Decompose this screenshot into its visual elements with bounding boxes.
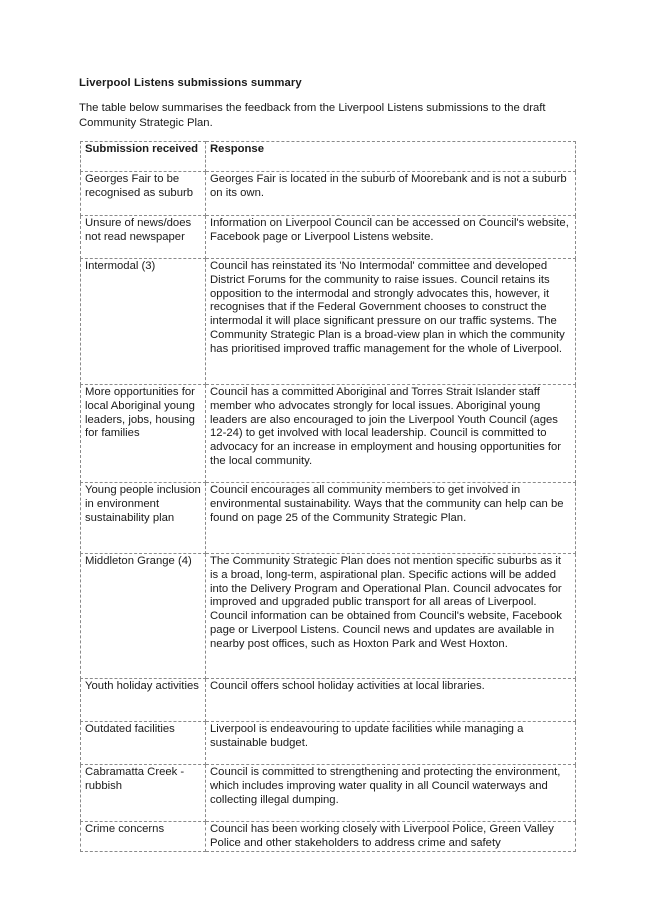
submission-cell: Outdated facilities: [81, 722, 206, 765]
submission-cell: More opportunities for local Aboriginal young leaders, jobs, housing for families: [81, 385, 206, 483]
response-cell: Council has a committed Aboriginal and Torres Strait Islander staff member who advocates strongly for local issues. Aboriginal young leaders are also encouraged to join the Liverpool Youth Council (ages 12-24) to get involved with local leadership. Council is committed to advocacy for an increase in employment and housing opportunities for the local community.: [206, 385, 576, 483]
intro-paragraph: The table below summarises the feedback from the Liverpool Listens submissions to the draft Community Strategic Plan.: [79, 102, 546, 129]
response-cell: Information on Liverpool Council can be accessed on Council's website, Facebook page or Liverpool Listens website.: [206, 216, 576, 259]
table-row: [81, 483, 576, 554]
response-cell: Liverpool is endeavouring to update facilities while managing a sustainable budget.: [206, 722, 576, 765]
submission-cell: Unsure of news/does not read newspaper: [81, 216, 206, 259]
table-row: [81, 172, 576, 216]
submission-cell: Georges Fair to be recognised as suburb: [81, 172, 206, 216]
table-header-row: [81, 142, 576, 172]
response-cell: Council has reinstated its 'No Intermodal' committee and developed District Forums for the community to raise issues. Council retains its opposition to the intermodal and strongly advocates this, however, it recognises that if the Federal Government chooses to construct the intermodal it will place significant pressure on our traffic systems. The Community Strategic Plan is a broad-view plan in which the community has prioritised improved traffic management for the whole of Liverpool.: [206, 259, 576, 385]
submission-cell: Crime concerns: [81, 822, 206, 852]
submission-cell: Youth holiday activities: [81, 679, 206, 722]
table-row: [81, 722, 576, 765]
submission-cell: Middleton Grange (4): [81, 554, 206, 679]
header-response: Response: [206, 142, 576, 172]
response-cell: Council encourages all community members to get involved in environmental sustainability. Ways that the community can help can be found on page 25 of the Community Strategic Plan.: [206, 483, 576, 554]
table-row: [81, 765, 576, 822]
section-heading: Liverpool Listens submissions summary: [79, 77, 302, 89]
response-cell: Council is committed to strengthening and protecting the environment, which includes improving water quality in all Council waterways and collecting illegal dumping.: [206, 765, 576, 822]
table-row: [81, 216, 576, 259]
response-cell: Georges Fair is located in the suburb of Moorebank and is not a suburb on its own.: [206, 172, 576, 216]
table-row: [81, 679, 576, 722]
table-row: [81, 822, 576, 852]
submissions-table: [80, 141, 576, 852]
submission-cell: Cabramatta Creek - rubbish: [81, 765, 206, 822]
response-cell: Council has been working closely with Liverpool Police, Green Valley Police and other stakeholders to address crime and safety: [206, 822, 576, 852]
table-row: [81, 554, 576, 679]
header-submission: Submission received: [81, 142, 206, 172]
response-cell: Council offers school holiday activities at local libraries.: [206, 679, 576, 722]
table-row: [81, 259, 576, 385]
submission-cell: Intermodal (3): [81, 259, 206, 385]
submission-cell: Young people inclusion in environment sustainability plan: [81, 483, 206, 554]
table-row: [81, 385, 576, 483]
response-cell: The Community Strategic Plan does not mention specific suburbs as it is a broad, long-term, aspirational plan. Specific actions will be added into the Delivery Program and Operational Plan. Council advocates for improved and upgraded public transport for all areas of Liverpool. Council information can be obtained from Council's website, Facebook page or Liverpool Listens. Council news and updates are available in nearby post offices, such as Hoxton Park and West Hoxton.: [206, 554, 576, 679]
